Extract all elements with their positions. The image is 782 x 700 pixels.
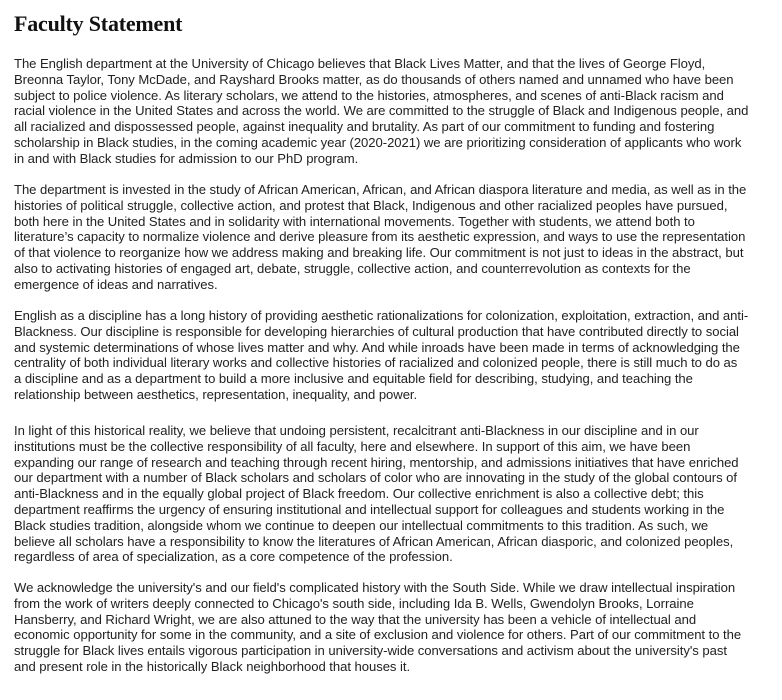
paragraph-line: regardless of area of specialization, as a core competence of the profession. xyxy=(14,549,453,565)
paragraph-line: believe all scholars have a responsibility to know the literatures of African American, African diasporic, and colonized peoples, xyxy=(14,533,734,549)
paragraph-line: anti-Blackness and in the equally global project of Black freedom. Our collective enrichment is also a collective debt; this xyxy=(14,486,704,502)
paragraph-line: The English department at the University of Chicago believes that Black Lives Matter, and that the lives of George Floyd, xyxy=(14,56,706,71)
paragraph-discipline-history xyxy=(14,308,748,403)
paragraph-line: English as a discipline has a long history of providing aesthetic rationalizations for colonization, exploitation, extraction, and anti- xyxy=(14,308,749,323)
paragraph-line: histories of political struggle, collective action, and protest that Black, Indigenous and other racialized peoples have pursued, xyxy=(14,197,728,213)
paragraph-line: Black studies tradition, alongside whom we continue to deepen our intellectual commitments to this tradition. As such, we xyxy=(14,517,709,533)
paragraph-line: relationship between aesthetics, representation, inequality, and power. xyxy=(14,386,418,402)
paragraph-line: centrality of both individual literary works and collective histories of racialized and colonized people, there is still much to do as xyxy=(14,355,738,371)
paragraph-line: We acknowledge the university's and our field's complicated history with the South Side. While we draw intellectual inspiration xyxy=(14,580,736,595)
paragraph-line: and systemic determinations of whose lives matter and why. And while inroads have been made in terms of acknowledging the xyxy=(14,339,740,355)
paragraph-line: from the work of writers deeply connected to Chicago's south side, including Ida B. Wells, Gwendolyn Brooks, Lorraine xyxy=(14,595,694,611)
paragraph-line: expanding our range of research and teaching through recent hiring, mentorship, and admissions initiatives that have enriched xyxy=(14,454,739,470)
paragraph-line: subject to police violence. As literary scholars, we attend to the histories, atmospheres, and scenes of anti-Black racism and xyxy=(14,87,724,103)
page-title: Faculty Statement xyxy=(14,11,183,36)
paragraph-line: department reaffirms the urgency of ensuring institutional and intellectual support for colleagues and students working in the xyxy=(14,501,725,517)
paragraph-line: literature’s capacity to normalize violence and derive pleasure from its aesthetic expression, and ways to use the representation xyxy=(14,229,746,245)
paragraph-line: In light of this historical reality, we believe that undoing persistent, recalcitrant anti-Blackness in our discipline and in our xyxy=(14,423,699,438)
paragraph-line: institutions must be the collective responsibility of all faculty, here and elsewhere. In support of this aim, we have been xyxy=(14,438,691,454)
paragraph-black-lives-matter xyxy=(14,56,748,167)
paragraph-line: also to activating histories of engaged art, debate, struggle, collective action, and counterrevolution as contexts for the xyxy=(14,260,691,276)
paragraph-line: in and with Black studies for admission to our PhD program. xyxy=(14,150,359,166)
paragraph-line: emergence of ideas and narratives. xyxy=(14,276,218,292)
paragraph-line: scholarship in Black studies, in the coming academic year (2020-2021) we are prioritizing consideration of applicants who work xyxy=(14,134,742,150)
paragraph-line: our department with a number of Black scholars and scholars of color who are innovating in the study of the global contours of xyxy=(14,470,737,486)
paragraph-line: and present role in the historically Black neighborhood that houses it. xyxy=(14,658,411,674)
paragraph-line: racial violence in the United States and across the world. We are committed to the struggle of Black and Indigenous people, and xyxy=(14,103,749,119)
paragraph-line: of that violence to reorganize how we address making and breaking life. Our commitment is not just to ideas in the abstract, but xyxy=(14,245,744,261)
paragraph-line: Hansberry, and Richard Wright, we are also attuned to the way that the university has been a vehicle of intellectual and xyxy=(14,611,697,627)
paragraph-line: all racialized and dispossessed people, against inequality and brutality. As part of our commitment to funding and fostering xyxy=(14,119,715,135)
paragraph-line: a discipline and as a department to build a more inclusive and equitable field for describing, studying, and teaching the xyxy=(14,371,693,387)
paragraph-collective-responsibility xyxy=(14,423,739,565)
paragraph-line: struggle for Black lives entails vigorous participation in university-wide conversations and activism about the university's past xyxy=(14,643,727,659)
paragraph-line: both here in the United States and in solidarity with international movements. Together with students, we attend both to xyxy=(14,213,695,229)
paragraph-line: Breonna Taylor, Tony McDade, and Rayshard Brooks matter, as do thousands of others named and unnamed who have been xyxy=(14,71,734,87)
paragraph-department-investment xyxy=(14,182,746,293)
paragraph-south-side xyxy=(14,580,741,675)
paragraph-line: economic opportunity for some in the community, and a site of exclusion and violence for others. Part of our commitment to the xyxy=(14,627,742,643)
paragraph-line: The department is invested in the study of African American, African, and African diaspora literature and media, as well as in the xyxy=(14,182,747,197)
paragraph-line: Blackness. Our discipline is responsible for developing hierarchies of cultural production that have contributed directly to social xyxy=(14,323,739,339)
